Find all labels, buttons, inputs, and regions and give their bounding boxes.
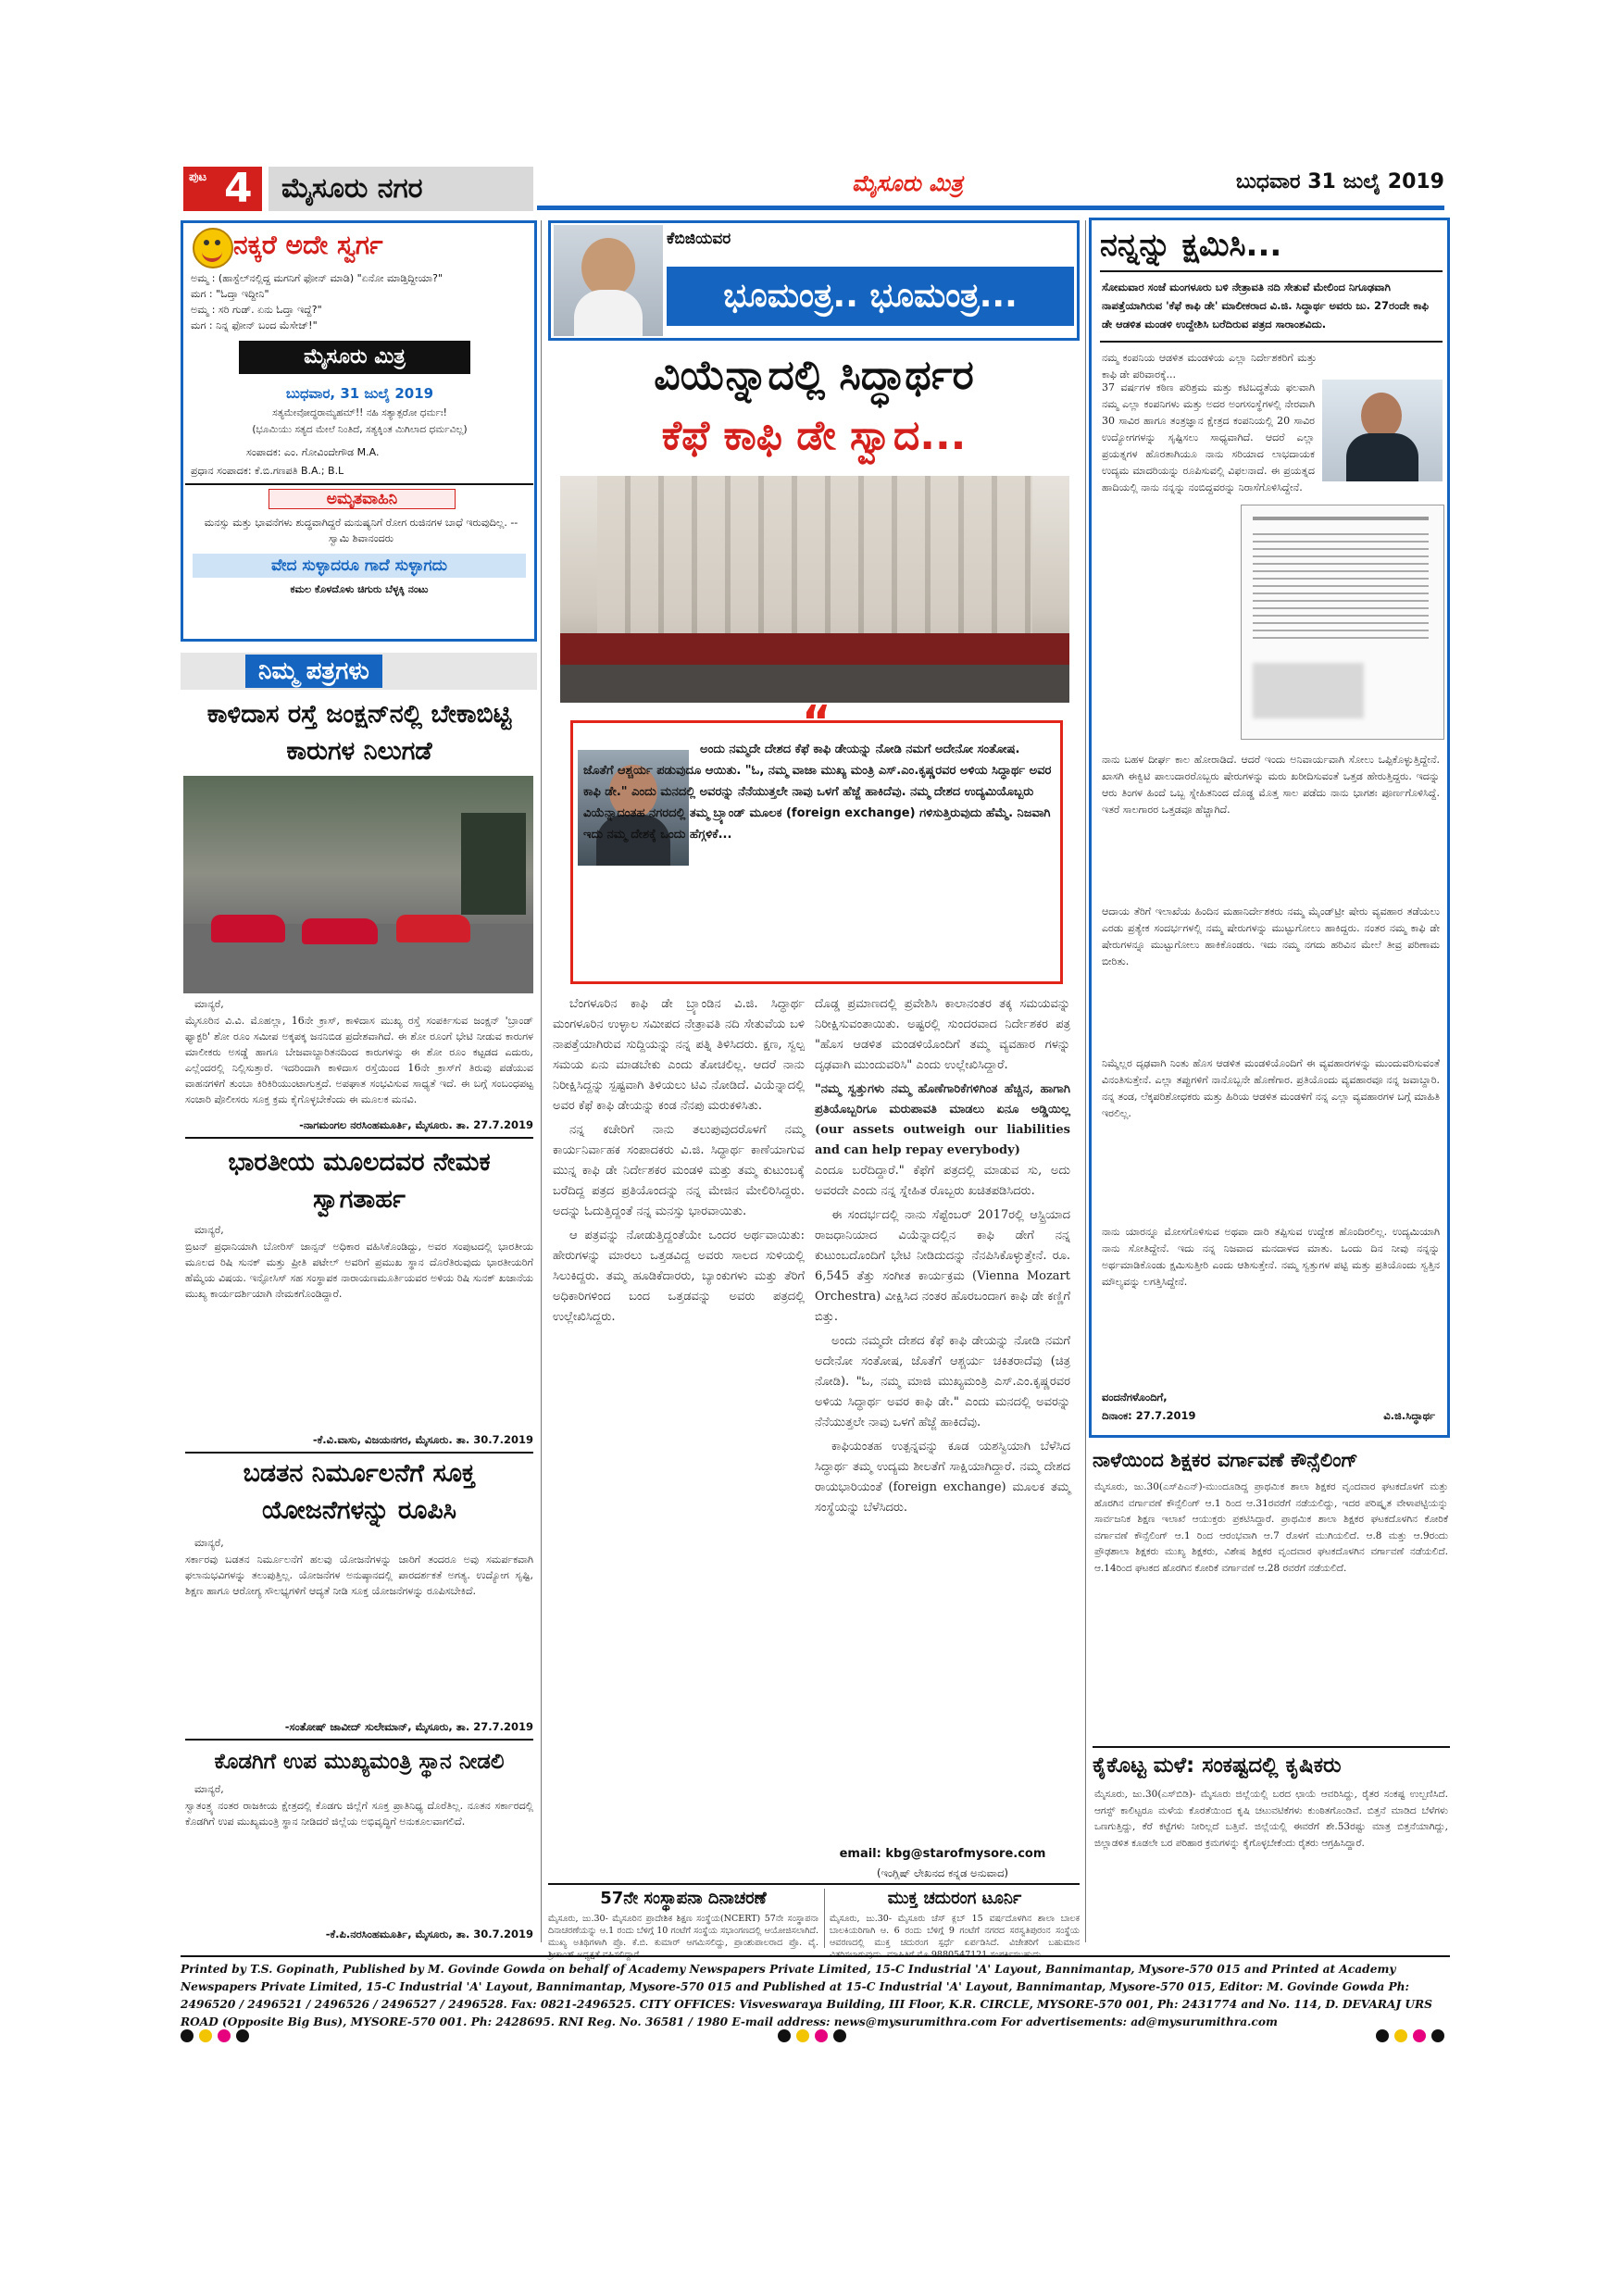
news-body: ಮೈಸೂರು, ಜು.30(ಎಸ್‌ಪಿಎನ್)-ಮುಂದೂಡಿದ್ದ ಪ್ರಾಥಮಿಕ ಶಾಲಾ ಶಿಕ್ಷಕರ ವೃಂದವಾರ ಘಟಕದೊಳಗೆ ಮತ್ತು ಹೊರಗಿನ ವರ್ಗಾವಣೆ ಕೌನ್ಸೆಲಿಂಗ್ ಆ.1 ರಿಂದ ಆ.31ರವರೆಗೆ ನಡೆಯಲಿದ್ದು, ಇದರ ಪರಿಷ್ಕೃತ ವೇಳಾಪಟ್ಟಿಯನ್ನು ಸಾರ್ವಜನಿಕ ಶಿಕ್ಷಣ ಇಲಾಖೆ ಆಯುಕ್ತರು ಪ್ರಕಟಿಸಿದ್ದಾರೆ. ಪ್ರಾಥಮಿಕ ಶಾಲಾ ಶಿಕ್ಷಕರ ಘಟಕದೊಳಗಿನ ಕೋರಿಕೆ ವರ್ಗಾವಣೆ ಕೌನ್ಸೆಲಿಂಗ್ ಆ.1 ರಿಂದ ಆರಂಭವಾಗಿ ಆ.7 ರೊಳಗೆ ಮುಗಿಯಲಿದೆ. ಆ.8 ಮತ್ತು ಆ.9ರಂದು ಪ್ರೌಢಶಾಲಾ ಶಿಕ್ಷಕರು ಮುಖ್ಯ ಶಿಕ್ಷಕರು, ವಿಶೇಷ ಶಿಕ್ಷಕರ ವೃಂದವಾರ ಘಟಕದೊಳಗಿನ ವರ್ಗಾವಣೆ ನಡೆಯಲಿದೆ. ಆ.14ರಿಂದ ಘಟಕದ ಹೊರಗಿನ ಕೋರಿಕೆ ವರ್ಗಾವಣೆ ಆ.28 ರವರೆಗೆ ನಡೆಯಲಿದೆ.	[1094, 1481, 1448, 1574]
joke-line: ಮಗ : "ಓದ್ತಾ ಇದ್ದೀನಿ"	[191, 288, 269, 300]
apology-title: ನನ್ನನ್ನು ಕ್ಷಮಿಸಿ...	[1100, 227, 1282, 264]
page-number-badge	[183, 167, 262, 211]
street-cars-photo	[183, 776, 533, 993]
letter-salutation: ಮಾನ್ಯರೆ,	[194, 1537, 224, 1549]
letter-salutation: ಮಾನ್ಯರೆ,	[194, 1224, 224, 1236]
author-portrait	[554, 225, 663, 336]
author-email: email: kbg@starofmysore.com	[839, 1847, 1046, 1861]
apology-para: ನಿಮ್ಮೆಲ್ಲರ ದೃಢವಾಗಿ ನಿಂತು ಹೊಸ ಆಡಳಿತ ಮಂಡಳಿಯೊಂದಿಗೆ ಈ ವ್ಯವಹಾರಗಳನ್ನು ಮುಂದುವರಿಸುವಂತೆ ವಿನಂತಿಸುತ್ತೇನೆ. ಎಲ್ಲಾ ತಪ್ಪುಗಳಿಗೆ ನಾನೊಬ್ಬನೇ ಹೊಣೆಗಾರ. ಪ್ರತಿಯೊಂದು ವ್ಯವಹಾರವೂ ನನ್ನ ಜವಾಬ್ದಾರಿ. ನನ್ನ ತಂಡ, ಲೆಕ್ಕಪರಿಶೋಧಕರು ಮತ್ತು ಹಿರಿಯ ಆಡಳಿತ ಮಂಡಳಿಗೆ ನನ್ನ ಎಲ್ಲಾ ವ್ಯವಹಾರಗಳ ಬಗ್ಗೆ ಮಾಹಿತಿ ಇರಲಿಲ್ಲ.	[1102, 1057, 1440, 1119]
registration-marks-right	[1376, 2029, 1450, 2042]
section-title: ಮೈಸೂರು ನಗರ	[269, 167, 533, 211]
apology-para: ನಮ್ಮ ಕಂಪನಿಯ ಆಡಳಿತ ಮಂಡಳಿಯ ಎಲ್ಲಾ ನಿರ್ದೇಶಕರಿಗೆ ಮತ್ತು ಕಾಫಿ ಡೇ ಪರಿವಾರಕ್ಕೆ...	[1102, 352, 1317, 381]
apology-signature: ವಿ.ಜಿ.ಸಿದ್ಧಾರ್ಥ	[1383, 1409, 1435, 1422]
news-body: ಮೈಸೂರು, ಜು.30(ಎಸ್‌ಬಿಡಿ)- ಮೈಸೂರು ಜಿಲ್ಲೆಯಲ್ಲಿ ಬರದ ಛಾಯೆ ಆವರಿಸಿದ್ದು, ರೈತರ ಸಂಕಷ್ಟ ಉಲ್ಬಣಿಸಿದೆ. ಆಗಸ್ಟ್ ಕಾಲಿಟ್ಟರೂ ಮಳೆಯ ಕೊರತೆಯಿಂದ ಕೃಷಿ ಚಟುವಟಿಕೆಗಳು ಕುಂಠಿತಗೊಂಡಿವೆ. ಬಿತ್ತನೆ ಮಾಡಿದ ಬೆಳೆಗಳು ಒಣಗುತ್ತಿದ್ದು, ಕೆರೆ ಕಟ್ಟೆಗಳು ನೀರಿಲ್ಲದೆ ಬತ್ತಿವೆ. ಜಿಲ್ಲೆಯಲ್ಲಿ ಈವರೆಗೆ ಶೇ.53ರಷ್ಟು ಮಾತ್ರ ಬಿತ್ತನೆಯಾಗಿದ್ದು, ಜಿಲ್ಲಾಡಳಿತ ಕೂಡಲೇ ಬರ ಪರಿಹಾರ ಕ್ರಮಗಳನ್ನು ಕೈಗೊಳ್ಳಬೇಕೆಂದು ರೈತರು ಆಗ್ರಹಿಸಿದ್ದಾರೆ.	[1094, 1789, 1448, 1849]
letter-body: ಮೈಸೂರಿನ ವಿ.ವಿ. ಮೊಹಲ್ಲಾ, 16ನೇ ಕ್ರಾಸ್, ಕಾಳಿದಾಸ ಮುಖ್ಯ ರಸ್ತೆ ಸಂಪರ್ಕಿಸುವ ಜಂಕ್ಷನ್ 'ಬ್ರಾಂಡ್ ಫ್ಯಾಕ್ಟರಿ' ಶೋ ರೂಂ ಸಮೀಪ ಅಕ್ಕಪಕ್ಕ ಜನನಿಬಿಡ ಪ್ರದೇಶವಾಗಿದೆ. ಈ ಶೋ ರೂಂಗೆ ಭೇಟಿ ನೀಡುವ ಕಾರುಗಳ ಮಾಲೀಕರು ಅಸಡ್ಡೆ ಹಾಗೂ ಬೇಜವಾಬ್ದಾರಿತನದಿಂದ ಕಾರುಗಳನ್ನು ಈ ಶೋ ರೂಂ ಕಟ್ಟಡದ ಎದುರು, ಎಲ್ಲೆಂದರಲ್ಲಿ ನಿಲ್ಲಿಸುತ್ತಾರೆ. ಇದರಿಂದಾಗಿ ಕಾಳಿದಾಸ ರಸ್ತೆಯಿಂದ 16ನೇ ಕ್ರಾಸ್‌ಗೆ ತಿರುವು ಪಡೆಯುವ ವಾಹನಗಳಿಗೆ ತುಂಬಾ ಕಿರಿಕಿರಿಯುಂಟಾಗುತ್ತದೆ. ಅಪಘಾತ ಸಂಭವಿಸುವ ಸಾಧ್ಯತೆ ಇದೆ. ಈ ಬಗ್ಗೆ ಸಂಬಂಧಪಟ್ಟ ಸಂಚಾರಿ ಪೊಲೀಸರು ಸೂಕ್ತ ಕ್ರಮ ಕೈಗೊಳ್ಳಬೇಕೆಂದು ಈ ಮೂಲಕ ಮನವಿ.	[185, 1015, 533, 1105]
news-title: ಕೈಕೊಟ್ಟ ಮಳೆ: ಸಂಕಷ್ಟದಲ್ಲಿ ಕೃಷಿಕರು	[1093, 1753, 1342, 1778]
smiley-icon	[193, 228, 233, 268]
article-paragraph: ಈ ಸಂದರ್ಭದಲ್ಲಿ ನಾನು ಸೆಪ್ಟೆಂಬರ್ 2017ರಲ್ಲಿ ಆಸ್ಟ್ರಿಯಾದ ರಾಜಧಾನಿಯಾದ ವಿಯೆನ್ನಾದಲ್ಲಿನ ಕಾಫಿ ಡೇಗೆ ನನ್ನ ಕುಟುಂಬದೊಂದಿಗೆ ಭೇಟಿ ನೀಡಿದುದನ್ನು ನೆನಪಿಸಿಕೊಳ್ಳುತ್ತೇನೆ. ರೂ. 6,545 ತೆತ್ತು ಸಂಗೀತ ಕಾರ್ಯಕ್ರಮ (Vienna Mozart Orchestra) ವೀಕ್ಷಿಸಿದ ನಂತರ ಹೊರಬಂದಾಗ ಕಾಫಿ ಡೇ ಕಣ್ಣಿಗೆ ಬಿತ್ತು.	[815, 1208, 1070, 1324]
letter-signature: -ಕೆ.ಪಿ.ನರಸಿಂಹಮೂರ್ತಿ, ಮೈಸೂರು, ತಾ. 30.7.2019	[325, 1928, 533, 1940]
registration-marks-left	[181, 2029, 255, 2042]
siddhartha-photo	[1322, 380, 1443, 481]
mast-logo: ಮೈಸೂರು ಮಿತ್ರ	[239, 341, 470, 374]
joke-line: ಅಮ್ಮ : ಸರಿ ಗುಡ್. ಏನು ಓದ್ತಾ ಇದ್ದೆ?"	[191, 304, 322, 316]
news-body: ಮೈಸೂರು, ಜು.30- ಮೈಸೂರು ಚೆಸ್ ಕ್ಲಬ್ 15 ವರ್ಷದೊಳಗಿನ ಶಾಲಾ ಬಾಲಕ ಬಾಲಕಿಯರಿಗಾಗಿ ಆ. 6 ರಂದು ಬೆಳಿಗ್ಗೆ 9 ಗಂಟೆಗೆ ನಗರದ ಸರಸ್ವತಿಪುರಂನ ಸಂಸ್ಥೆಯ ಆವರಣದಲ್ಲಿ ಮುಕ್ತ ಚದುರಂಗ ಸ್ಪರ್ಧೆ ಏರ್ಪಡಿಸಿದೆ. ವಿಜೇತರಿಗೆ ಬಹುಮಾನ	[830, 1914, 1080, 1948]
mast-motto: ಸತ್ಯಮೇವೋದ್ಧರಾಮ್ಯಹಮ್!! ನಹಿ ಸತ್ಯಾತ್ಪರೋ ಧರ್ಮಃ!	[272, 407, 447, 418]
news-title: ನಾಳೆಯಿಂದ ಶಿಕ್ಷಕರ ವರ್ಗಾವಣೆ ಕೌನ್ಸೆಲಿಂಗ್	[1093, 1449, 1358, 1471]
letter-title: ಭಾರತೀಯ ಮೂಲದವರ ನೇಮಕ ಸ್ವಾಗತಾರ್ಹ	[228, 1148, 491, 1214]
imprint: Printed by T.S. Gopinath, Published by M. Govinde Gowda on behalf of Academy Newspapers Private Limited, 15-C Industrial 'A' Layout, Bannimantap, Mysore-570 015 and Printed at Academy Newspapers Private Limited, 15-C Industrial 'A' Layout, Bannimantap, Mysore-570 015 and Published at 15-C Industrial 'A' Layout, Bannimantap, Mysore-570 015, Editor: M. Govinde Gowda Ph: 2496520 / 2496521 / 2496526 / 2496527 / 2496528. Fax: 0821-2496525. CITY OFFICES: Visveswaraya Building, III Floor, K.R. CIRCLE, MYSORE-570 001, Ph: 2431774 and No. 114, D. DEVARAJ URS ROAD (Opposite Big Bus), MYSORE-570 001. Ph: 2428695. RNI Reg. No. 36581 / 1980 E-mail address: news@mysurumithra.com For advertisements: ad@mysurumithra.com	[181, 1963, 1432, 2028]
mast-motto-translation: (ಭೂಮಿಯು ಸತ್ಯದ ಮೇಲೆ ನಿಂತಿದೆ, ಸತ್ಯಕ್ಕಿಂತ ಮಿಗಿಲಾದ ಧರ್ಮವಿಲ್ಲ)	[252, 424, 468, 435]
article-paragraph: ಕಾಫಿಯಂತಹ ಉತ್ಪನ್ನವನ್ನು ಕೂಡ ಯಶಸ್ವಿಯಾಗಿ ಬೆಳೆಸಿದ ಸಿದ್ಧಾರ್ಥ ತಮ್ಮ ಉದ್ಯಮ ಶೀಲತೆಗೆ ಸಾಕ್ಷಿಯಾಗಿದ್ದಾರೆ. ನಮ್ಮ ದೇಶದ ರಾಯಭಾರಿಯಂತೆ (foreign exchange) ಮೂಲಕ ತಮ್ಮ ಸಂಸ್ಥೆಯನ್ನು ಬೆಳೆಸಿದರು.	[815, 1440, 1070, 1515]
headline-line2: ಕೆಫೆ ಕಾಫಿ ಡೇ ಸ್ವಾದ...	[661, 412, 967, 459]
page-label: ಪುಟ	[189, 170, 207, 184]
apology-closing: ವಂದನೆಗಳೊಂದಿಗೆ,	[1102, 1391, 1168, 1404]
letter-salutation: ಮಾನ್ಯರೆ,	[194, 1783, 224, 1795]
news-title: 57ನೇ ಸಂಸ್ಥಾಪನಾ ದಿನಾಚರಣೆ	[600, 1889, 767, 1908]
letter-body: ಬ್ರಿಟನ್ ಪ್ರಧಾನಿಯಾಗಿ ಬೋರಿಸ್ ಜಾನ್ಸನ್ ಅಧಿಕಾರ ವಹಿಸಿಕೊಂಡಿದ್ದು, ಅವರ ಸಂಪುಟದಲ್ಲಿ ಭಾರತೀಯ ಮೂಲದ ರಿಷಿ ಸುನಕ್ ಮತ್ತು ಪ್ರೀತಿ ಪಟೇಲ್ ಅವರಿಗೆ ಪ್ರಮುಖ ಸ್ಥಾನ ದೊರೆತಿರುವುದು ಭಾರತೀಯರಿಗೆ ಹೆಮ್ಮೆಯ ವಿಷಯ. ಇನ್ಫೋಸಿಸ್ ಸಹ ಸಂಸ್ಥಾಪಕ ನಾರಾಯಣಮೂರ್ತಿಯವರ ಅಳಿಯ ರಿಷಿ ಸುನಕ್ ಖಜಾನೆಯ ಮುಖ್ಯ ಕಾರ್ಯದರ್ಶಿಯಾಗಿ ನೇಮಕಗೊಂಡಿದ್ದಾರೆ.	[185, 1241, 533, 1300]
apology-para: ನಾನು ಯಾರನ್ನೂ ಮೋಸಗೊಳಿಸುವ ಅಥವಾ ದಾರಿ ತಪ್ಪಿಸುವ ಉದ್ದೇಶ ಹೊಂದಿರಲಿಲ್ಲ. ಉದ್ಯಮಿಯಾಗಿ ನಾನು ಸೋತಿದ್ದೇನೆ. ಇದು ನನ್ನ ನಿಜವಾದ ಮನದಾಳದ ಮಾತು. ಒಂದು ದಿನ ನೀವು ನನ್ನನ್ನು ಅರ್ಥಮಾಡಿಕೊಂಡು ಕ್ಷಮಿಸುತ್ತೀರಿ ಎಂದು ಆಶಿಸುತ್ತೇನೆ. ನಮ್ಮ ಸ್ವತ್ತುಗಳ ಪಟ್ಟಿ ಮತ್ತು ಪ್ರತಿಯೊಂದು ಸ್ವತ್ತಿನ ಮೌಲ್ಯವನ್ನು ಲಗತ್ತಿಸಿದ್ದೇನೆ.	[1102, 1226, 1440, 1288]
amrutha-title: ಅಮೃತವಾಹಿನಿ	[269, 489, 456, 509]
letter-title: ಕೊಡಗಿಗೆ ಉಪ ಮುಖ್ಯಮಂತ್ರಿ ಸ್ಥಾನ ನೀಡಲಿ	[214, 1750, 505, 1774]
mast-date: ಬುಧವಾರ, 31 ಜುಲೈ 2019	[285, 385, 434, 402]
joke-line: ಮಗ : ನಿನ್ನ ಫೋನ್ ಬಂದ ಮೆಸೇಜ್!"	[191, 319, 318, 331]
letter-signature: -ಸಂತೋಷ್ ಜಾವೀದ್ ಸುಲೇಮಾನ್, ಮೈಸೂರು, ತಾ. 27.7.2019	[284, 1720, 533, 1733]
article-paragraph-bold: "ನಮ್ಮ ಸ್ವತ್ತುಗಳು ನಮ್ಮ ಹೊಣೆಗಾರಿಕೆಗಳಿಗಿಂತ ಹೆಚ್ಚಿನ, ಹಾಗಾಗಿ ಪ್ರತಿಯೊಬ್ಬರಿಗೂ ಮರುಪಾವತಿ ಮಾಡಲು ಏನೂ ಅಡ್ಡಿಯಿಲ್ಲ (our assets outweigh our liabilities and can help repay everybody)	[815, 1082, 1070, 1157]
apology-date: ದಿನಾಂಕ: 27.7.2019	[1102, 1409, 1196, 1422]
joke-lines	[191, 270, 529, 333]
article-body-right	[815, 994, 1070, 1846]
mast-editor: ಸಂಪಾದಕ: ಎಂ. ಗೋವಿಂದೇಗೌಡ M.A.	[246, 446, 380, 458]
article-body-left	[553, 994, 805, 1881]
apology-para: ಆದಾಯ ತೆರಿಗೆ ಇಲಾಖೆಯ ಹಿಂದಿನ ಮಹಾನಿರ್ದೇಶಕರು ನಮ್ಮ ಮೈಂಡ್‌ಟ್ರೀ ಷೇರು ವ್ಯವಹಾರ ತಡೆಯಲು ಎರಡು ಪ್ರತ್ಯೇಕ ಸಂದರ್ಭಗಳಲ್ಲಿ ನಮ್ಮ ಷೇರುಗಳನ್ನು ಮುಟ್ಟುಗೋಲು ಹಾಕಿದ್ದರು. ನಂತರ ನಮ್ಮ ಕಾಫಿ ಡೇ ಷೇರುಗಳನ್ನೂ ಮುಟ್ಟುಗೋಲು ಹಾಕಿಕೊಂಡರು. ಇದು ನಮ್ಮ ನಗದು ಹರಿವಿನ ಮೇಲೆ ತೀವ್ರ ಪರಿಣಾಮ ಬೀರಿತು.	[1102, 905, 1440, 967]
headline-line1: ವಿಯೆನ್ನಾದಲ್ಲಿ ಸಿದ್ಧಾರ್ಥರ	[654, 352, 974, 399]
masthead-rule	[537, 206, 1444, 210]
letter-title: ಕಾಳಿದಾಸ ರಸ್ತೆ ಜಂಕ್ಷನ್‌ನಲ್ಲಿ ಬೇಕಾಬಿಟ್ಟಿ ಕಾರುಗಳ ನಿಲುಗಡೆ	[206, 700, 512, 766]
page-number: 4	[224, 165, 253, 212]
article-paragraph: ದೊಡ್ಡ ಪ್ರಮಾಣದಲ್ಲಿ ಪ್ರವೇಶಿಸಿ ಕಾಲಾನಂತರ ತಕ್ಕ ಸಮಯವನ್ನು ನಿರೀಕ್ಷಿಸುವಂತಾಯಿತು. ಅಷ್ಟರಲ್ಲಿ ಸುಂದರವಾದ ನಿರ್ದೇಶಕರ ಪತ್ರ "ಹೊಸ ಆಡಳಿತ ಮಂಡಳಿಯೊಂದಿಗೆ ತಮ್ಮ ವ್ಯವಹಾರ ಗಳನ್ನು ದೃಢವಾಗಿ ಮುಂದುವರಿಸಿ" ಎಂದು ಉಲ್ಲೇಖಿಸಿದ್ದಾರೆ.	[815, 997, 1070, 1072]
apology-para: ನಾನು ಬಹಳ ದೀರ್ಘ ಕಾಲ ಹೋರಾಡಿದೆ. ಆದರೆ ಇಂದು ಅನಿವಾರ್ಯವಾಗಿ ಸೋಲು ಒಪ್ಪಿಕೊಳ್ಳುತ್ತಿದ್ದೇನೆ. ಖಾಸಗಿ ಈಕ್ವಿಟಿ ಪಾಲುದಾರರೊಬ್ಬರು ಷೇರುಗಳನ್ನು ಮರು ಖರೀದಿಸುವಂತೆ ಒತ್ತಡ ಹೇರುತ್ತಿದ್ದರು. ಇದನ್ನು ಆರು ತಿಂಗಳ ಹಿಂದೆ ಒಬ್ಬ ಸ್ನೇಹಿತನಿಂದ ದೊಡ್ಡ ಮೊತ್ತ ಸಾಲ ಪಡೆದು ನಾನು ಭಾಗಶಃ ಪೂರ್ಣಗೊಳಿಸಿದ್ದೆ. ಇತರೆ ಸಾಲಗಾರರ ಒತ್ತಡವೂ ಹೆಚ್ಚಾಗಿದೆ.	[1102, 754, 1440, 816]
letter-body: ಸರ್ಕಾರವು ಬಡತನ ನಿರ್ಮೂಲನೆಗೆ ಹಲವು ಯೋಜನೆಗಳನ್ನು ಜಾರಿಗೆ ತಂದರೂ ಅವು ಸಮರ್ಪಕವಾಗಿ ಫಲಾನುಭವಿಗಳನ್ನು ತಲುಪುತ್ತಿಲ್ಲ. ಯೋಜನೆಗಳ ಅನುಷ್ಠಾನದಲ್ಲಿ ಪಾರದರ್ಶಕತೆ ಅಗತ್ಯ. ಉದ್ಯೋಗ ಸೃಷ್ಟಿ, ಶಿಕ್ಷಣ ಹಾಗೂ ಆರೋಗ್ಯ ಸೌಲಭ್ಯಗಳಿಗೆ ಆದ್ಯತೆ ನೀಡಿ ಸೂಕ್ತ ಯೋಜನೆಗಳನ್ನು ರೂಪಿಸಬೇಕಿದೆ.	[185, 1554, 533, 1597]
article-paragraph: ಬೆಂಗಳೂರಿನ ಕಾಫಿ ಡೇ ಬ್ರ್ಯಾಂಡಿನ ವಿ.ಜಿ. ಸಿದ್ಧಾರ್ಥ ಮಂಗಳೂರಿನ ಉಳ್ಳಾಲ ಸಮೀಪದ ನೇತ್ರಾವತಿ ನದಿ ಸೇತುವೆಯ ಬಳಿ ನಾಪತ್ತೆಯಾಗಿರುವ ಸುದ್ದಿಯನ್ನು ನನ್ನ ಪತ್ನಿ ತಿಳಿಸಿದರು. ಕ್ಷಣ, ಸ್ವಲ್ಪ ಸಮಯ ಏನು ಮಾಡಬೇಕು ಎಂದು ತೋಚಲಿಲ್ಲ. ಆದರೆ ನಾನು ನಿರೀಕ್ಷಿಸಿದ್ದನ್ನು ಸ್ಪಷ್ಟವಾಗಿ ತಿಳಿಯಲು ಟಿವಿ ನೋಡಿದೆ. ವಿಯೆನ್ನಾದಲ್ಲಿ ಅವರ ಕೆಫೆ ಕಾಫಿ ಡೇಯನ್ನು ಕಂಡ ನೆನಪು ಮರುಕಳಿಸಿತು.	[553, 997, 805, 1113]
news-body: ಮೈಸೂರು, ಜು.30- ಮೈಸೂರಿನ ಪ್ರಾದೇಶಿಕ ಶಿಕ್ಷಣ ಸಂಸ್ಥೆಯ(NCERT) 57ನೇ ಸಂಸ್ಥಾಪನಾ ದಿನಾಚರಣೆಯನ್ನು ಆ.1 ರಂದು ಬೆಳಿಗ್ಗೆ 10 ಗಂಟೆಗೆ ಸಂಸ್ಥೆಯ ಸಭಾಂಗಣದಲ್ಲಿ ಆಯೋಜಿಸಲಾಗಿದೆ. ಮುಖ್ಯ ಅತಿಥಿಗಳಾಗಿ ಪ್ರೊ. ಕೆ.ಬಿ. ಕುಮಾರ್ ಆಗಮಿಸಲಿದ್ದು, ಪ್ರಾಂಶುಪಾಲರಾದ ಪ್ರೊ. ವೈ.	[548, 1914, 818, 1948]
article-paragraph: ಅಂದು ನಮ್ಮದೇ ದೇಶದ ಕೆಫೆ ಕಾಫಿ ಡೇಯನ್ನು ನೋಡಿ ನಮಗೆ ಅದೇನೋ ಸಂತೋಷ, ಜೊತೆಗೆ ಆಶ್ಚರ್ಯ ಚಕಿತರಾದೆವು (ಚಿತ್ರ ನೋಡಿ). "ಓ, ನಮ್ಮ ಮಾಜಿ ಮುಖ್ಯಮಂತ್ರಿ ಎಸ್.ಎಂ.ಕೃಷ್ಣರವರ ಅಳಿಯ ಸಿದ್ಧಾರ್ಥ ಅವರ ಕಾಫಿ ಡೇ." ಎಂದು ಮನದಲ್ಲಿ ಅವರನ್ನು ನೆನೆಯುತ್ತಲೇ ನಾವು ಒಳಗೆ ಹೆಜ್ಜೆ ಹಾಕಿದೆವು.	[815, 1334, 1070, 1429]
masthead-paper-name: ಮೈಸೂರು ಮಿತ್ರ	[852, 170, 963, 196]
apology-intro: ಸೋಮವಾರ ಸಂಜೆ ಮಂಗಳೂರು ಬಳಿ ನೇತ್ರಾವತಿ ನದಿ ಸೇತುವೆ ಮೇಲಿಂದ ನಿಗೂಢವಾಗಿ ನಾಪತ್ತೆಯಾಗಿರುವ 'ಕೆಫೆ ಕಾಫಿ ಡೇ' ಮಾಲೀಕರಾದ ವಿ.ಜಿ. ಸಿದ್ಧಾರ್ಥ ಅವರು ಜು. 27ರಂದೇ ಕಾಫಿ ಡೇ ಆಡಳಿತ ಮಂಡಳಿ ಉದ್ದೇಶಿಸಿ ಬರೆದಿರುವ ಪತ್ರದ ಸಾರಾಂಶವಿದು.	[1102, 281, 1430, 331]
column-name: ಭೂಮಂತ್ರ.. ಭೂಮಂತ್ರ...	[667, 267, 1074, 326]
letters-header	[181, 653, 537, 690]
masthead-date: ಬುಧವಾರ 31 ಜುಲೈ 2019	[1235, 170, 1444, 193]
joke-title: ನಕ್ಕರೆ ಅದೇ ಸ್ವರ್ಗ	[233, 230, 383, 260]
mast-chief-editor: ಪ್ರಧಾನ ಸಂಪಾದಕ: ಕೆ.ಬಿ.ಗಣಪತಿ B.A.; B.L	[191, 465, 344, 477]
letter-signature: -ಕೆ.ವಿ.ವಾಸು, ವಿಜಯನಗರ, ಮೈಸೂರು. ತಾ. 30.7.2019	[312, 1433, 533, 1446]
veda-text: ಕಮಲ ಕೊಳದೊಳು ಚಿಗುರು ಬೆಳ್ಳಕ್ಕಿ ನಂಟು	[290, 583, 429, 595]
article-paragraph: ಆ ಪತ್ರವನ್ನು ನೋಡುತ್ತಿದ್ದಂತೆಯೇ ಒಂದರ ಅರ್ಥವಾಯಿತು: ಹೇರುಗಳನ್ನು ಮಾರಲು ಒತ್ತಡವಿದ್ದ ಅವರು ಸಾಲದ ಸುಳಿಯಲ್ಲಿ ಸಿಲುಕಿದ್ದರು. ತಮ್ಮ ಹೂಡಿಕೆದಾರರು, ಬ್ಯಾಂಕುಗಳು ಮತ್ತು ತೆರಿಗೆ ಅಧಿಕಾರಿಗಳಿಂದ ಬಂದ ಒತ್ತಡವನ್ನು ಅವರು ಪತ್ರದಲ್ಲಿ ಉಲ್ಲೇಖಿಸಿದ್ದರು.	[553, 1229, 805, 1324]
article-paragraph: ಎಂದೂ ಬರೆದಿದ್ದಾರೆ." ಕೆಫೆಗೆ ಪತ್ರದಲ್ಲಿ ಮಾಡುವ ಸು, ಅದು ಅವರದೇ ಎಂದು ನನ್ನ ಸ್ನೇಹಿತ ರೊಬ್ಬರು ಖಚಿತಪಡಿಸಿದರು.	[815, 1164, 1070, 1198]
letter-body: ಸ್ವಾತಂತ್ರ್ಯ ನಂತರ ರಾಜಕೀಯ ಕ್ಷೇತ್ರದಲ್ಲಿ ಕೊಡಗು ಜಿಲ್ಲೆಗೆ ಸೂಕ್ತ ಪ್ರಾತಿನಿಧ್ಯ ದೊರೆತಿಲ್ಲ. ನೂತನ ಸರ್ಕಾರದಲ್ಲಿ ಕೊಡಗಿಗೆ ಉಪ ಮುಖ್ಯಮಂತ್ರಿ ಸ್ಥಾನ ನೀಡಿದರೆ ಜಿಲ್ಲೆಯ ಅಭಿವೃದ್ಧಿಗೆ ಅನುಕೂಲವಾಗಲಿದೆ.	[185, 1800, 533, 1828]
translation-note: (ಇಂಗ್ಲಿಷ್ ಲೇಖನದ ಕನ್ನಡ ಅನುವಾದ)	[876, 1866, 1009, 1879]
veda-title: ವೇದ ಸುಳ್ಳಾದರೂ ಗಾದೆ ಸುಳ್ಳಾಗದು	[193, 554, 526, 578]
letter-signature: -ನಾಗಮಂಗಲ ನರಸಿಂಹಮೂರ್ತಿ, ಮೈಸೂರು. ತಾ. 27.7.2019	[299, 1118, 533, 1131]
news-title: ಮುಕ್ತ ಚದುರಂಗ ಟೂರ್ನಿ	[887, 1889, 1022, 1908]
pull-quote-text: ಅಂದು ನಮ್ಮದೇ ದೇಶದ ಕೆಫೆ ಕಾಫಿ ಡೇಯನ್ನು ನೋಡಿ ನಮಗೆ ಅದೇನೋ ಸಂತೋಷ. ಜೊತೆಗೆ ಆಶ್ಚರ್ಯ ಪಡುವುದೂ ಆಯಿತು. "ಓ, ನಮ್ಮ ವಾಜಾ ಮುಖ್ಯ ಮಂತ್ರಿ ಎಸ್.ಎಂ.ಕೃಷ್ಣರವರ ಅಳಿಯ ಸಿದ್ಧಾರ್ಥ ಅವರ ಕಾಫಿ ಡೇ." ಎಂದು ಮನದಲ್ಲಿ ಅವರನ್ನು ನೆನೆಯುತ್ತಲೇ ನಾವು ಒಳಗೆ ಹೆಜ್ಜೆ ಹಾಕಿದೆವು. ನಮ್ಮ ದೇಶದ ಉದ್ಯಮಿಯೊಬ್ಬರು ವಿಯೆನ್ನಾದಂತಹ ನಗರದಲ್ಲಿ ತಮ್ಮ ಬ್ರ್ಯಾಂಡ್ ಮೂಲಕ (foreign exchange) ಗಳಿಸುತ್ತಿರುವುದು ಹೆಮ್ಮೆ. ನಿಜವಾಗಿ ಇದು ನಮ್ಮ ದೇಶಕ್ಕೆ ಒಂದು ಹೆಗ್ಗಳಿಕೆ...	[583, 742, 1052, 842]
letters-header-label: ನಿಮ್ಮ ಪತ್ರಗಳು	[245, 655, 382, 688]
letter-salutation: ಮಾನ್ಯರೆ,	[194, 998, 224, 1010]
letter-title: ಬಡತನ ನಿರ್ಮೂಲನೆಗೆ ಸೂಕ್ತ ಯೋಜನೆಗಳನ್ನು ರೂಪಿಸಿ	[243, 1459, 476, 1525]
apology-para: 37 ವರ್ಷಗಳ ಕಠಿಣ ಪರಿಶ್ರಮ ಮತ್ತು ಕಟಿಬದ್ಧತೆಯ ಫಲವಾಗಿ ನಮ್ಮ ಎಲ್ಲಾ ಕಂಪನಿಗಳು ಮತ್ತು ಅದರ ಅಂಗಸಂಸ್ಥೆಗಳಲ್ಲಿ ನೇರವಾಗಿ 30 ಸಾವಿರ ಹಾಗೂ ತಂತ್ರಜ್ಞಾನ ಕ್ಷೇತ್ರದ ಕಂಪನಿಯಲ್ಲಿ 20 ಸಾವಿರ ಉದ್ಯೋಗಗಳನ್ನು ಸೃಷ್ಟಿಸಲು ಸಾಧ್ಯವಾಗಿದೆ. ಆದರೆ ಎಲ್ಲಾ ಪ್ರಯತ್ನಗಳ ಹೊರತಾಗಿಯೂ ನಾನು ಸರಿಯಾದ ಲಾಭದಾಯಕ ಉದ್ಯಮ ಮಾದರಿಯನ್ನು ರೂಪಿಸುವಲ್ಲಿ ವಿಫಲನಾದೆ. ಈ ಪ್ರಯತ್ನದ ಹಾದಿಯಲ್ಲಿ ನಾನು ನನ್ನನ್ನು ನಂಬಿದ್ದವರನ್ನು ನಿರಾಸೆಗೊಳಿಸಿದ್ದೇನೆ.	[1102, 381, 1315, 493]
amrutha-text: ಮನಸ್ಸು ಮತ್ತು ಭಾವನೆಗಳು ಶುದ್ಧವಾಗಿದ್ದರೆ ಮನುಷ್ಯನಿಗೆ ರೋಗ ರುಜಿನಗಳ ಬಾಧೆ ಇರುವುದಿಲ್ಲ. --ಸ್ವಾಮಿ ಶಿವಾನಂದರು	[204, 517, 518, 544]
footer-rule	[181, 1955, 1450, 1957]
column-author: ಕೆಬಿಜಿಯವರ	[667, 230, 731, 248]
article-paragraph: ನನ್ನ ಕಚೇರಿಗೆ ನಾನು ತಲುಪುವುದರೊಳಗೆ ನಮ್ಮ ಕಾರ್ಯನಿರ್ವಾಹಕ ಸಂಪಾದಕರು ವಿ.ಜಿ. ಸಿದ್ಧಾರ್ಥ ಕಾಣೆಯಾಗುವ ಮುನ್ನ ಕಾಫಿ ಡೇ ನಿರ್ದೇಶಕರ ಮಂಡಳಿ ಮತ್ತು ತಮ್ಮ ಕುಟುಂಬಕ್ಕೆ ಬರೆದಿದ್ದ ಪತ್ರದ ಪ್ರತಿಯೊಂದನ್ನು ನನ್ನ ಮೇಜಿನ ಮೇಲಿರಿಸಿದ್ದರು. ಅದನ್ನು ಓದುತ್ತಿದ್ದಂತೆ ನನ್ನ ಮನಸ್ಸು ಭಾರವಾಯಿತು.	[553, 1123, 805, 1218]
quote-mark-icon: “	[802, 696, 831, 748]
vienna-cafe-photo	[560, 476, 1069, 703]
registration-marks-center	[778, 2029, 852, 2042]
joke-line: ಅಮ್ಮ : (ಹಾಸ್ಟೆಲ್‌ನಲ್ಲಿದ್ದ ಮಗನಿಗೆ ಫೋನ್ ಮಾಡಿ) "ಏನೋ ಮಾಡ್ತಿದ್ದೀಯಾ?"	[191, 272, 443, 284]
